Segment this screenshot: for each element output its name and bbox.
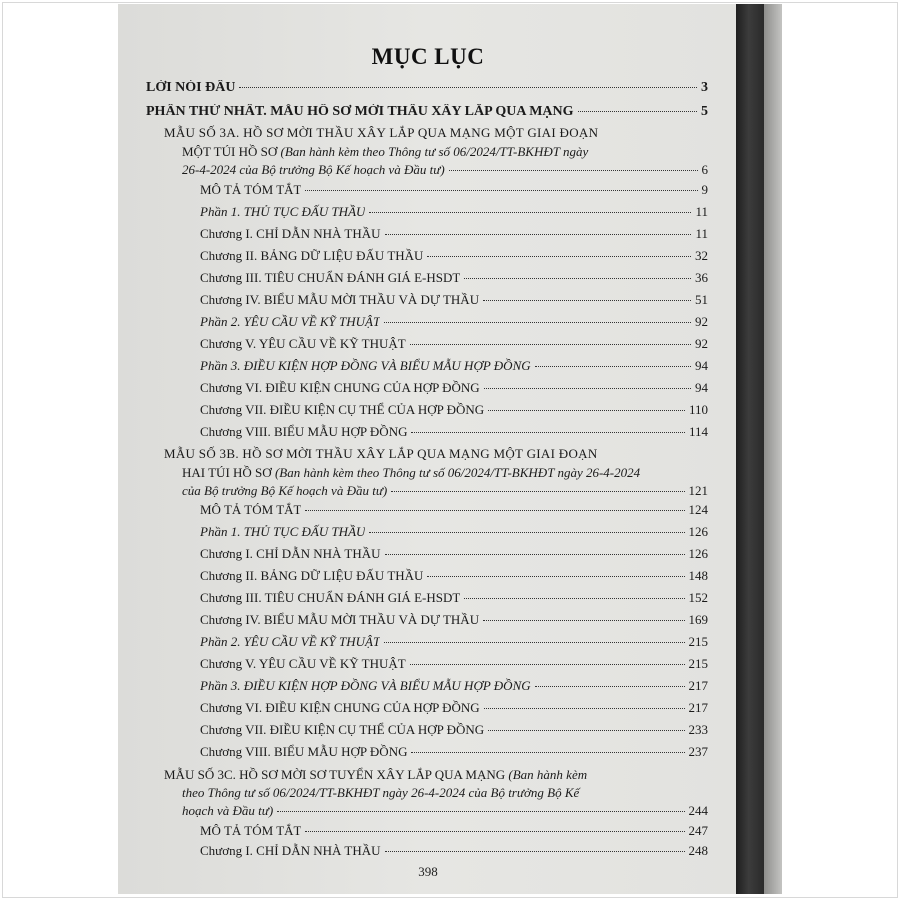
toc-entry-page: 148: [688, 568, 708, 583]
toc-entry-page: 92: [695, 336, 708, 351]
toc-entry: [200, 270, 708, 286]
toc-entry-page: 126: [688, 524, 708, 539]
form-3c-title-line3: [182, 803, 708, 819]
toc-entry-page: 114: [688, 424, 708, 439]
toc-entry: [200, 744, 708, 760]
dot-leader: [410, 344, 691, 345]
toc-entry-page: 32: [695, 248, 708, 263]
toc-entry-page: 217: [688, 678, 708, 693]
dot-leader: [411, 752, 684, 753]
toc-entry: [200, 656, 708, 672]
toc-entry-page: 237: [688, 744, 708, 759]
toc-entry-text: MÔ TẢ TÓM TẮT: [200, 502, 302, 517]
book-page-edge: [764, 4, 782, 894]
dot-leader: [369, 532, 684, 533]
toc-entry-page: 94: [695, 358, 708, 373]
toc-entry-page: 6: [701, 162, 708, 177]
toc-entry-text: MÔ TẢ TÓM TẮT: [200, 182, 302, 197]
toc-entry-text: Chương VIII. BIỂU MẪU HỢP ĐỒNG: [200, 424, 408, 439]
toc-entry-text: Chương III. TIÊU CHUẨN ĐÁNH GIÁ E-HSDT: [200, 590, 461, 605]
toc-entry-page: 121: [688, 483, 708, 498]
dot-leader: [239, 87, 697, 88]
toc-entry-page: 11: [695, 204, 708, 219]
toc-entry-text: Phần 1. THỦ TỤC ĐẤU THẦU: [200, 524, 366, 539]
toc-entry: [200, 402, 708, 418]
toc-entry-text: Chương IV. BIỂU MẪU MỜI THẦU VÀ DỰ THẦU: [200, 612, 480, 627]
toc-entry: [200, 823, 708, 839]
dot-leader: [488, 730, 684, 731]
dot-leader: [488, 410, 685, 411]
toc-entry-text: Phần 2. YÊU CẦU VỀ KỸ THUẬT: [200, 634, 381, 649]
dot-leader: [305, 831, 684, 832]
toc-entry-page: 233: [688, 722, 708, 737]
toc-entry: [200, 380, 708, 396]
toc-entry-text: Chương I. CHỈ DẪN NHÀ THẦU: [200, 226, 381, 241]
toc-entry-text: 26-4-2024 của Bộ trưởng Bộ Kế hoạch và Đầu tư): [182, 162, 445, 177]
toc-entry-text: Chương I. CHỈ DẪN NHÀ THẦU: [200, 843, 381, 858]
toc-entry-page: 124: [688, 502, 708, 517]
toc-entry-page: 126: [688, 546, 708, 561]
form-3a-title-line1: MẪU SỐ 3A. HỒ SƠ MỜI THẦU XÂY LẮP QUA MẠNG MỘT GIAI ĐOẠN: [164, 125, 599, 140]
toc-entry: [200, 248, 708, 264]
toc-entry: [200, 524, 708, 540]
toc-entry: [200, 546, 708, 562]
toc-entry-page: 247: [688, 823, 708, 838]
dot-leader: [385, 234, 692, 235]
toc-entry: [200, 722, 708, 738]
dot-leader: [427, 576, 684, 577]
dot-leader: [449, 170, 698, 171]
toc-entry-text: Phần 3. ĐIỀU KIỆN HỢP ĐỒNG VÀ BIỂU MẪU HỢP ĐỒNG: [200, 358, 531, 373]
toc-entry-text: LỜI NÓI ĐẦU: [146, 80, 236, 95]
dot-leader: [484, 388, 691, 389]
dot-leader: [578, 111, 697, 112]
toc-entry-page: 244: [688, 803, 708, 818]
toc-entry-page: 110: [688, 402, 708, 417]
toc-entry-text: Phần 1. THỦ TỤC ĐẤU THẦU: [200, 204, 366, 219]
toc-entry-page: 51: [695, 292, 708, 307]
toc-entry-text: của Bộ trưởng Bộ Kế hoạch và Đầu tư): [182, 483, 388, 498]
toc-entry: [200, 424, 708, 440]
dot-leader: [464, 598, 684, 599]
dot-leader: [384, 642, 684, 643]
dot-leader: [411, 432, 684, 433]
page-number: 398: [418, 864, 438, 879]
toc-entry: [200, 314, 708, 330]
dot-leader: [535, 366, 691, 367]
toc-entry-preface: [146, 80, 708, 96]
toc-entry-page: 3: [701, 80, 708, 95]
toc-entry-page: 248: [688, 843, 708, 858]
toc-entry-text: Chương II. BẢNG DỮ LIỆU ĐẤU THẦU: [200, 248, 424, 263]
toc-entry-text: Chương VII. ĐIỀU KIỆN CỤ THỂ CỦA HỢP ĐỒNG: [200, 402, 485, 417]
toc-entry-text: Chương V. YÊU CẦU VỀ KỸ THUẬT: [200, 656, 406, 671]
form-3b-title-line2-text: HAI TÚI HỒ SƠ: [182, 465, 275, 480]
toc-entry-text: Chương VIII. BIỂU MẪU HỢP ĐỒNG: [200, 744, 408, 759]
toc-entry-page: 11: [695, 226, 708, 241]
dot-leader: [384, 322, 691, 323]
toc-entry-part-one: [146, 104, 708, 120]
toc-entry-page: 215: [688, 634, 708, 649]
dot-leader: [369, 212, 691, 213]
toc-entry-text: Chương III. TIÊU CHUẨN ĐÁNH GIÁ E-HSDT: [200, 270, 461, 285]
form-3a-decree-text: (Ban hành kèm theo Thông tư số 06/2024/TT-BKHĐT ngày: [280, 144, 589, 159]
toc-entry-text: Chương II. BẢNG DỮ LIỆU ĐẤU THẦU: [200, 568, 424, 583]
form-3c-title-line1: [164, 767, 587, 783]
toc-entry-page: 152: [688, 590, 708, 605]
toc-entry-text: PHẦN THỨ NHẤT. MẪU HỒ SƠ MỜI THẦU XÂY LẮP QUA MẠNG: [146, 104, 574, 119]
toc-entry-text: Chương I. CHỈ DẪN NHÀ THẦU: [200, 546, 381, 561]
toc-entry-page: 92: [695, 314, 708, 329]
toc-entry-page: 36: [695, 270, 708, 285]
dot-leader: [484, 708, 685, 709]
dot-leader: [410, 664, 685, 665]
toc-entry-page: 9: [701, 182, 708, 197]
dot-leader: [305, 190, 697, 191]
book-spine: [736, 4, 764, 894]
toc-entry-page: 169: [688, 612, 708, 627]
toc-entry-text: Phần 3. ĐIỀU KIỆN HỢP ĐỒNG VÀ BIỂU MẪU HỢP ĐỒNG: [200, 678, 531, 693]
dot-leader: [391, 491, 684, 492]
dot-leader: [483, 300, 691, 301]
toc-entry: [200, 292, 708, 308]
form-3a-title-line2-text: MỘT TÚI HỒ SƠ: [182, 144, 281, 159]
toc-entry: [200, 634, 708, 650]
toc-entry: [200, 502, 708, 518]
dot-leader: [277, 811, 684, 812]
toc-entry-text: Chương IV. BIỂU MẪU MỜI THẦU VÀ DỰ THẦU: [200, 292, 480, 307]
toc-entry-page: 5: [701, 104, 708, 119]
toc-entry-text: Chương V. YÊU CẦU VỀ KỸ THUẬT: [200, 336, 406, 351]
toc-entry-text: Phần 2. YÊU CẦU VỀ KỸ THUẬT: [200, 314, 381, 329]
form-3c-decree-text: (Ban hành kèm: [508, 767, 588, 782]
toc-entry: [200, 358, 708, 374]
toc-entry: [200, 336, 708, 352]
toc-title: MỤC LỤC: [371, 44, 485, 69]
toc-entry: [200, 843, 708, 859]
toc-entry-page: 94: [695, 380, 708, 395]
dot-leader: [385, 554, 685, 555]
toc-entry-page: 217: [688, 700, 708, 715]
form-3b-decree-text: (Ban hành kèm theo Thông tư số 06/2024/TT-BKHĐT ngày 26-4-2024: [274, 465, 641, 480]
form-3b-title-line1: MẪU SỐ 3B. HỒ SƠ MỜI THẦU XÂY LẮP QUA MẠNG MỘT GIAI ĐOẠN: [164, 446, 598, 461]
dot-leader: [535, 686, 685, 687]
toc-entry: [200, 182, 708, 198]
form-3c-title-line1-text: MẪU SỐ 3C. HỒ SƠ MỜI SƠ TUYỂN XÂY LẮP QUA MẠNG: [164, 767, 509, 782]
toc-entry-text: MÔ TẢ TÓM TẮT: [200, 823, 302, 838]
toc-entry-text: Chương VI. ĐIỀU KIỆN CHUNG CỦA HỢP ĐỒNG: [200, 700, 480, 715]
toc-entry: [200, 612, 708, 628]
form-3a-title-line2: [182, 144, 588, 160]
form-3a-title-line3: [182, 162, 708, 178]
toc-entry-text: Chương VI. ĐIỀU KIỆN CHUNG CỦA HỢP ĐỒNG: [200, 380, 480, 395]
dot-leader: [464, 278, 691, 279]
form-3c-title-line2: theo Thông tư số 06/2024/TT-BKHĐT ngày 26-4-2024 của Bộ trưởng Bộ Kế: [182, 785, 580, 800]
toc-entry: [200, 678, 708, 694]
toc-entry-text: hoạch và Đầu tư): [182, 803, 274, 818]
dot-leader: [385, 851, 685, 852]
dot-leader: [483, 620, 684, 621]
toc-entry: [200, 568, 708, 584]
toc-entry-page: 215: [688, 656, 708, 671]
form-3b-title-line3: [182, 483, 708, 499]
toc-entry: [200, 700, 708, 716]
toc-entry: [200, 204, 708, 220]
form-3b-title-line2: [182, 465, 640, 481]
toc-entry: [200, 226, 708, 242]
toc-entry-text: Chương VII. ĐIỀU KIỆN CỤ THỂ CỦA HỢP ĐỒNG: [200, 722, 485, 737]
dot-leader: [305, 510, 684, 511]
dot-leader: [427, 256, 691, 257]
toc-entry: [200, 590, 708, 606]
